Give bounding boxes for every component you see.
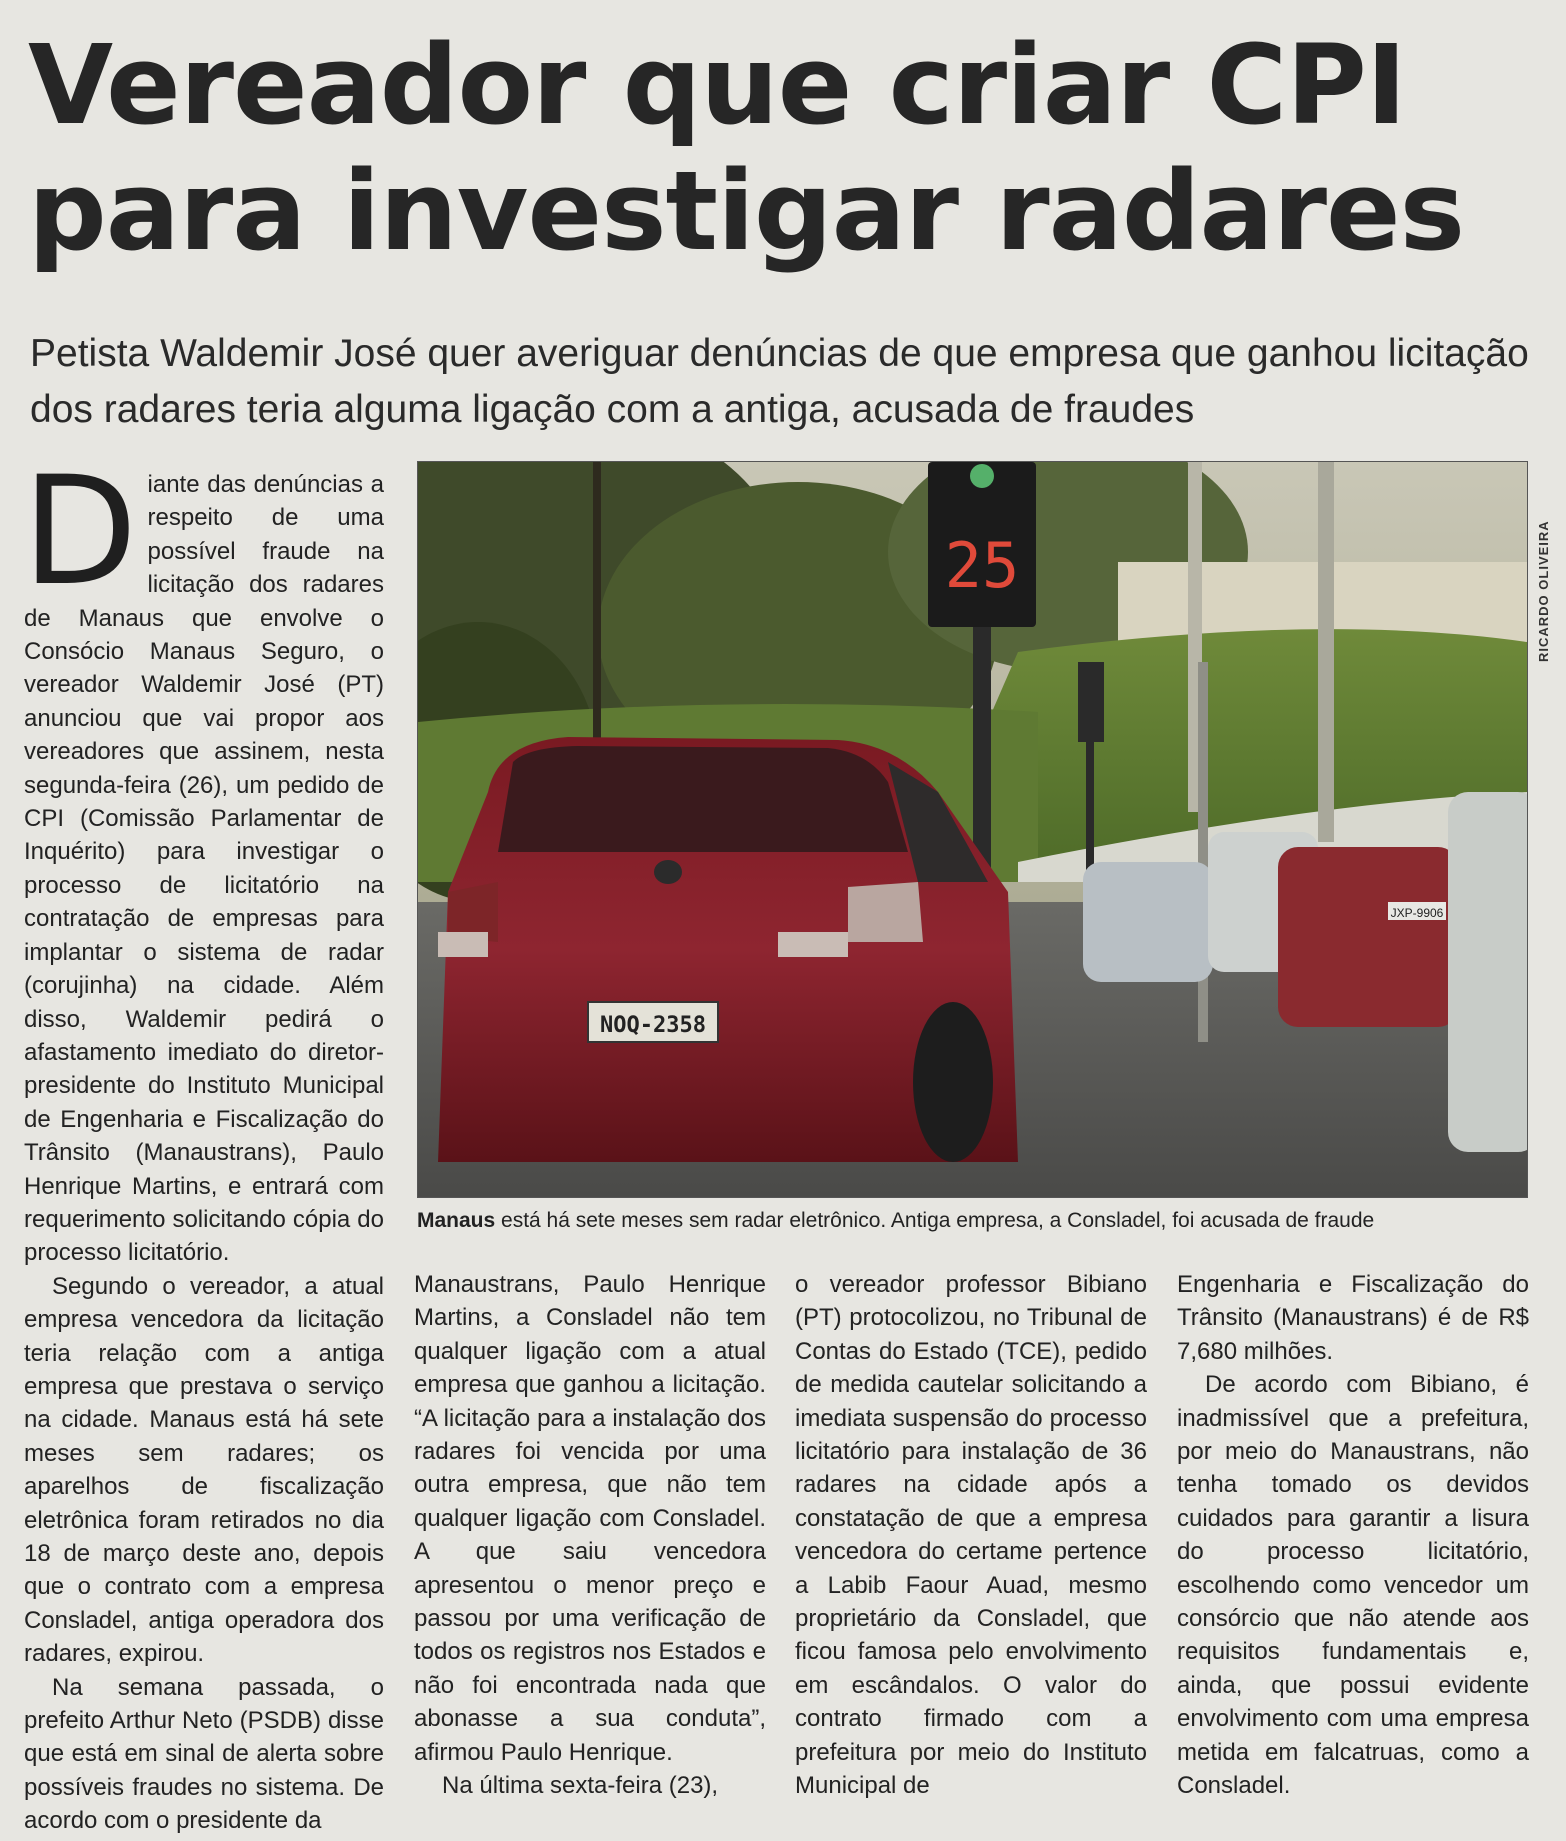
body-column-4: [1177, 1268, 1529, 1803]
body-column-3: [795, 1268, 1147, 1803]
paragraph-3: Na semana passada, o prefeito Arthur Neto (PSDB) disse que está em sinal de alerta sobre possíveis fraudes no sistema. De acordo com o presidente da: [24, 1673, 384, 1835]
paragraph-8: De acordo com Bibiano, é inadmissível que a prefeitura, por meio do Manaustrans, não tenha tomado os devidos cuidados para garantir a lisura do processo licitatório, escolhendo como vencedor um consórcio que não atende aos requisitos fundamentais e, ainda, que possui evidente envolvimento com uma empresa metida em falcatruas, como a Consladel.: [1177, 1371, 1529, 1800]
body-column-1: [22, 445, 384, 1838]
photo-scene: [418, 462, 1527, 1197]
paragraph-7: Engenharia e Fiscalização do Trânsito (Manaustrans) é de R$ 7,680 milhões.: [1177, 1271, 1529, 1365]
headline-line-2: para investigar radares: [28, 147, 1465, 275]
paragraph-1: [22, 445, 384, 1270]
article-photo: [417, 461, 1528, 1198]
caption-text: está há sete meses sem radar eletrônico. Antiga empresa, a Consladel, foi acusada de fraude: [495, 1209, 1375, 1232]
headline-line-1: Vereador que criar CPI: [28, 21, 1406, 149]
drop-cap: D: [22, 445, 138, 619]
body-column-2: [414, 1268, 766, 1803]
plate-right: JXP-9906: [1390, 906, 1444, 920]
paragraph-6: o vereador professor Bibiano (PT) protocolizou, no Tribunal de Contas do Estado (TCE), pedido de medida cautelar solicitando a imediata suspensão do processo licitatório para instalação de 36 radares na cidade após a constatação de que a empresa vencedora do certame pertence a Labib Faour Auad, mesmo proprietário da Consladel, que ficou famosa pelo envolvimento em escândalos. O valor do contrato firmado com a prefeitura por meio do Instituto Municipal de: [795, 1271, 1147, 1800]
paragraph-1-text: iante das denúncias a respeito de uma possível fraude na licitação dos radares de Manaus que envolve o Consócio Manaus Seguro, o vereador Waldemir José (PT) anunciou que vai propor aos vereadores que assinem, nesta segunda-feira (26), um pedido de CPI (Comissão Parlamentar de Inquérito) para investigar o processo de licitatório na contratação de empresas para implantar o sistema de radar (corujinha) na cidade. Além disso, Waldemir pedirá o afastamento imediato do diretor-presidente do Instituto Municipal de Engenharia e Fiscalização do Trânsito (Manaustrans), Paulo Henrique Martins, e entrará com requerimento solicitando cópia do processo licitatório.: [24, 471, 384, 1267]
photo-caption: [417, 1207, 1537, 1235]
caption-lead: Manaus: [417, 1209, 496, 1232]
paragraph-5: Na última sexta-feira (23),: [442, 1772, 719, 1800]
speed-display: 25: [944, 529, 1020, 602]
photo-credit: RICARDO OLIVEIRA: [1536, 520, 1551, 662]
subheadline: Petista Waldemir José quer averiguar denúncias de que empresa que ganhou licitação dos radares teria alguma ligação com a antiga, acusada de fraudes: [30, 332, 1529, 431]
plate-main: NOQ-2358: [600, 1013, 706, 1038]
paragraph-2: Segundo o vereador, a atual empresa vencedora da licitação teria relação com a antiga empresa que prestava o serviço na cidade. Manaus está há sete meses sem radares; os aparelhos de fiscalização eletrônica foram retirados no dia 18 de março deste ano, depois que o contrato com a empresa Consladel, antiga operadora dos radares, expirou.: [24, 1272, 384, 1668]
headline: [28, 22, 1548, 274]
paragraph-4: Manaustrans, Paulo Henrique Martins, a Consladel não tem qualquer ligação com a atual empresa que ganhou a licitação. “A licitação para a instalação dos radares foi vencida por uma outra empresa, que não tem qualquer ligação com Consladel. A que saiu vencedora apresentou o menor preço e passou por uma verificação de todos os registros nos Estados e não foi encontrada nada que abonasse a sua conduta”, afirmou Paulo Henrique.: [414, 1271, 766, 1766]
